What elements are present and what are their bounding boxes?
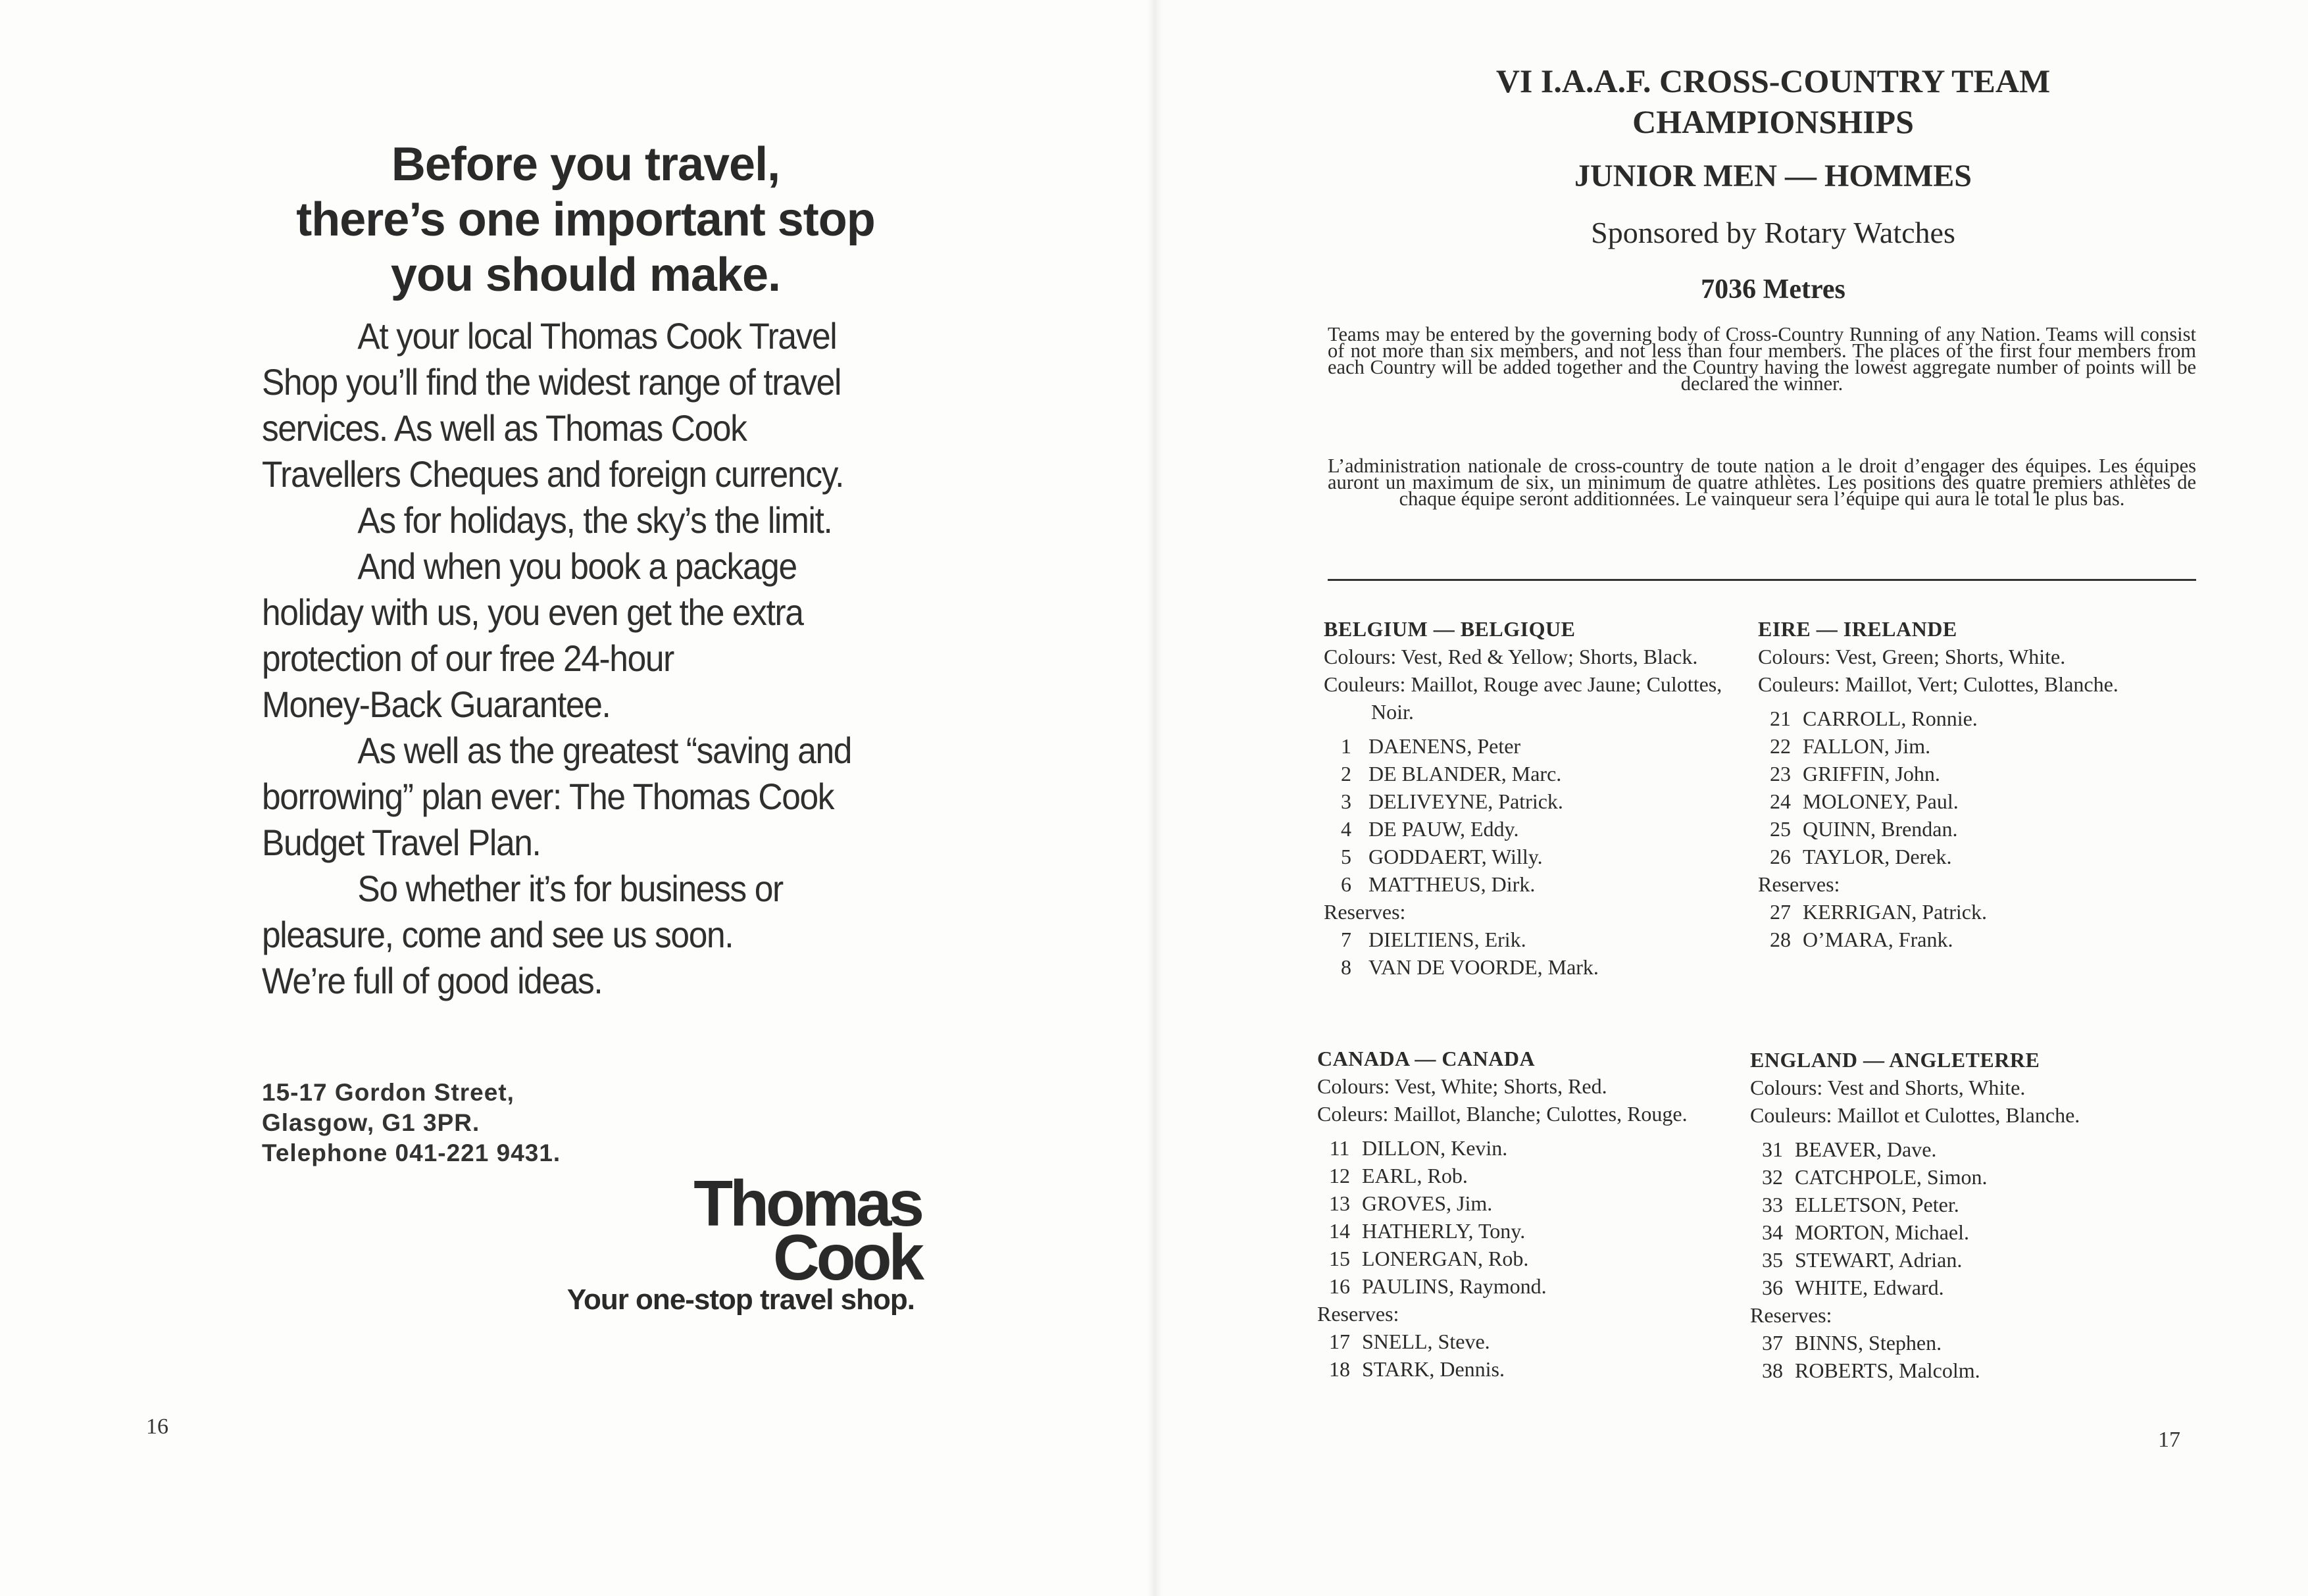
reserve-row [1324, 926, 1732, 953]
athlete-name: MOLONEY, Paul. [1803, 789, 1959, 813]
team-colours: Colours: Vest, Red & Yellow; Shorts, Black. [1324, 645, 1698, 668]
athlete-name: SNELL, Steve. [1362, 1330, 1490, 1353]
athlete-row [1750, 1135, 2197, 1163]
rules-french: L’administration nationale de cross-country de toute nation a le droit d’engager des équipes. Les équipes auront un maximum de six, un minimum de quatre athlètes. Les positions des quatre premiers athlètes de chaque équipe seront additionnées. Le vainqueur sera l’équipe qui aura le total le plus bas. [1328, 455, 2196, 510]
athlete-number: 5 [1341, 845, 1351, 868]
team-entry-eire [1758, 615, 2179, 953]
ad-body-line: We’re full of good ideas. [262, 960, 603, 1001]
athlete-number: 8 [1341, 955, 1351, 979]
team-couleurs: Coleurs: Maillot, Blanche; Culottes, Rouge. [1317, 1102, 1688, 1126]
athlete-number: 3 [1341, 789, 1351, 813]
event-title-line: VI I.A.A.F. CROSS-COUNTRY TEAM [1495, 62, 2051, 99]
reserves-label: Reserves: [1758, 872, 1840, 896]
athlete-row [1317, 1134, 1725, 1162]
thomas-cook-logo [645, 1167, 921, 1293]
athlete-name: QUINN, Brendan. [1803, 817, 1958, 841]
address-line: Glasgow, G1 3PR. [262, 1109, 480, 1136]
logo-word: Cook [773, 1221, 921, 1293]
athlete-number: 34 [1762, 1220, 1783, 1244]
athlete-name: DIELTIENS, Erik. [1368, 928, 1526, 951]
sponsor-line: Sponsored by Rotary Watches [1591, 216, 1955, 249]
reserve-row [1324, 953, 1732, 981]
athlete-name: CATCHPOLE, Simon. [1795, 1165, 1988, 1189]
ad-body-line: borrowing” plan ever: The Thomas Cook [262, 776, 834, 817]
athlete-name: DE BLANDER, Marc. [1368, 762, 1562, 786]
athlete-number: 17 [1329, 1330, 1350, 1353]
athlete-name: GRIFFIN, John. [1803, 762, 1940, 786]
athlete-number: 22 [1770, 734, 1791, 758]
athlete-row [1324, 870, 1732, 898]
athlete-number: 28 [1770, 928, 1791, 951]
athlete-number: 26 [1770, 845, 1791, 868]
ad-body-text [262, 313, 867, 1004]
athlete-number: 24 [1770, 789, 1791, 813]
athlete-name: GROVES, Jim. [1362, 1191, 1493, 1215]
athlete-name: MATTHEUS, Dirk. [1368, 872, 1536, 896]
athlete-row [1324, 732, 1732, 760]
telephone-line: Telephone 041-221 9431. [262, 1139, 561, 1166]
reserves-label: Reserves: [1324, 900, 1406, 924]
athlete-name: ROBERTS, Malcolm. [1795, 1359, 1980, 1382]
ad-body-line: As well as the greatest “saving and [357, 730, 852, 771]
athlete-row [1750, 1274, 2197, 1301]
athlete-name: EARL, Rob. [1362, 1164, 1468, 1187]
ad-body-line: Money-Back Guarantee. [262, 684, 611, 725]
ad-tagline: Your one-stop travel shop. [566, 1284, 915, 1316]
reserves-label: Reserves: [1317, 1302, 1399, 1326]
reserve-row [1758, 898, 2179, 926]
athlete-number: 21 [1770, 707, 1791, 730]
athlete-name: TAYLOR, Derek. [1803, 845, 1952, 868]
ad-address [262, 1078, 561, 1168]
team-colours: Colours: Vest, White; Shorts, Red. [1317, 1074, 1607, 1098]
athlete-number: 37 [1762, 1331, 1783, 1355]
athlete-name: DELIVEYNE, Patrick. [1368, 789, 1563, 813]
ad-body-line: And when you book a package [357, 545, 797, 587]
ad-body-line: So whether it’s for business or [357, 868, 783, 909]
athlete-row [1758, 787, 2179, 815]
athlete-row [1750, 1191, 2197, 1218]
athlete-number: 6 [1341, 872, 1351, 896]
athlete-number: 18 [1329, 1357, 1350, 1381]
athlete-number: 36 [1762, 1276, 1783, 1299]
athlete-name: PAULINS, Raymond. [1362, 1274, 1547, 1298]
athlete-name: KERRIGAN, Patrick. [1803, 900, 1987, 924]
athlete-number: 11 [1329, 1136, 1350, 1160]
reserve-row [1758, 926, 2179, 953]
athlete-row [1317, 1272, 1725, 1300]
athlete-name: HATHERLY, Tony. [1362, 1219, 1526, 1243]
ad-headline-line: there’s one important stop [296, 193, 875, 246]
athlete-number: 35 [1762, 1248, 1783, 1272]
athlete-number: 38 [1762, 1359, 1783, 1382]
athlete-number: 2 [1341, 762, 1351, 786]
athlete-name: DILLON, Kevin. [1362, 1136, 1508, 1160]
logo-word: Thomas [693, 1167, 921, 1239]
team-entry-canada [1317, 1045, 1725, 1383]
athlete-name: VAN DE VOORDE, Mark. [1368, 955, 1599, 979]
athlete-row [1758, 760, 2179, 787]
race-distance: 7036 Metres [1701, 274, 1845, 305]
athlete-name: STEWART, Adrian. [1795, 1248, 1963, 1272]
athlete-name: CARROLL, Ronnie. [1803, 707, 1978, 730]
athlete-row [1317, 1245, 1725, 1272]
team-couleurs: Couleurs: Maillot, Rouge avec Jaune; Culottes, Noir. [1324, 672, 1722, 724]
athlete-number: 33 [1762, 1193, 1783, 1216]
athlete-row [1750, 1163, 2197, 1191]
ad-body-line: As for holidays, the sky’s the limit. [357, 499, 832, 541]
athlete-row [1317, 1162, 1725, 1189]
athlete-number: 14 [1329, 1219, 1350, 1243]
athlete-name: BINNS, Stephen. [1795, 1331, 1942, 1355]
athlete-number: 27 [1770, 900, 1791, 924]
athlete-number: 25 [1770, 817, 1791, 841]
ad-body-line: Shop you’ll find the widest range of travel [262, 361, 841, 403]
book-gutter [1147, 0, 1162, 1596]
athlete-number: 15 [1329, 1247, 1350, 1270]
athlete-number: 23 [1770, 762, 1791, 786]
athlete-number: 7 [1341, 928, 1351, 951]
athlete-row [1324, 760, 1732, 787]
ad-headline-line: you should make. [390, 249, 781, 301]
reserves-label: Reserves: [1750, 1303, 1832, 1327]
ad-headline [224, 137, 947, 303]
ad-body-line: holiday with us, you even get the extra [262, 591, 803, 633]
section-divider [1328, 579, 2196, 581]
team-name: ENGLAND — ANGLETERRE [1750, 1048, 2040, 1072]
athlete-row [1324, 787, 1732, 815]
address-line: 15-17 Gordon Street, [262, 1079, 514, 1106]
athlete-name: MORTON, Michael. [1795, 1220, 1970, 1244]
athlete-name: WHITE, Edward. [1795, 1276, 1944, 1299]
team-name: BELGIUM — BELGIQUE [1324, 617, 1576, 641]
team-name: EIRE — IRELANDE [1758, 617, 1957, 641]
athlete-number: 31 [1762, 1137, 1783, 1161]
reserve-row [1750, 1329, 2197, 1357]
event-title [1415, 61, 2132, 142]
athlete-row [1317, 1217, 1725, 1245]
athlete-row [1324, 843, 1732, 870]
rules-english: Teams may be entered by the governing body of Cross-Country Running of any Nation. Teams will consist of not more than six members, and not less than four members. The places of the first four members from each Country will be added together and the Country having the lowest aggregate number of points will be declared the winner. [1328, 323, 2196, 395]
ad-body-line: services. As well as Thomas Cook [262, 407, 747, 449]
ad-body-line: protection of our free 24-hour [262, 637, 674, 679]
ad-body-line: Budget Travel Plan. [262, 822, 541, 863]
athlete-number: 13 [1329, 1191, 1350, 1215]
athlete-row [1758, 843, 2179, 870]
team-couleurs: Couleurs: Maillot et Culottes, Blanche. [1750, 1103, 2080, 1127]
athlete-name: GODDAERT, Willy. [1368, 845, 1543, 868]
athlete-number: 12 [1329, 1164, 1350, 1187]
page-number-right: 17 [2158, 1428, 2180, 1452]
athlete-name: STARK, Dennis. [1362, 1357, 1505, 1381]
athlete-row [1758, 705, 2179, 732]
athlete-number: 32 [1762, 1165, 1783, 1189]
athlete-name: FALLON, Jim. [1803, 734, 1931, 758]
reserve-row [1317, 1328, 1725, 1355]
event-title-line: CHAMPIONSHIPS [1632, 103, 1914, 140]
ad-body-line: Travellers Cheques and foreign currency. [262, 453, 844, 495]
athlete-row [1317, 1189, 1725, 1217]
athlete-row [1758, 815, 2179, 843]
athlete-name: O’MARA, Frank. [1803, 928, 1953, 951]
athlete-number: 16 [1329, 1274, 1350, 1298]
race-title: JUNIOR MEN — HOMMES [1574, 159, 1972, 193]
team-name: CANADA — CANADA [1317, 1047, 1536, 1070]
page-number-left: 16 [146, 1414, 168, 1439]
athlete-name: LONERGAN, Rob. [1362, 1247, 1529, 1270]
team-couleurs: Couleurs: Maillot, Vert; Culottes, Blanche. [1758, 672, 2119, 696]
ad-headline-line: Before you travel, [391, 138, 780, 191]
team-colours: Colours: Vest, Green; Shorts, White. [1758, 645, 2066, 668]
team-colours: Colours: Vest and Shorts, White. [1750, 1076, 2026, 1099]
athlete-name: DE PAUW, Eddy. [1368, 817, 1519, 841]
ad-body-line: pleasure, come and see us soon. [262, 914, 734, 955]
team-entry-belgium [1324, 615, 1732, 981]
athlete-row [1750, 1246, 2197, 1274]
reserve-row [1317, 1355, 1725, 1383]
athlete-row [1758, 732, 2179, 760]
athlete-name: DAENENS, Peter [1368, 734, 1521, 758]
athlete-name: BEAVER, Dave. [1795, 1137, 1937, 1161]
athlete-row [1324, 815, 1732, 843]
reserve-row [1750, 1357, 2197, 1384]
ad-body-line: At your local Thomas Cook Travel [357, 315, 837, 357]
athlete-number: 4 [1341, 817, 1351, 841]
athlete-row [1750, 1218, 2197, 1246]
team-entry-england [1750, 1046, 2197, 1384]
athlete-name: ELLETSON, Peter. [1795, 1193, 1959, 1216]
athlete-number: 1 [1341, 734, 1351, 758]
